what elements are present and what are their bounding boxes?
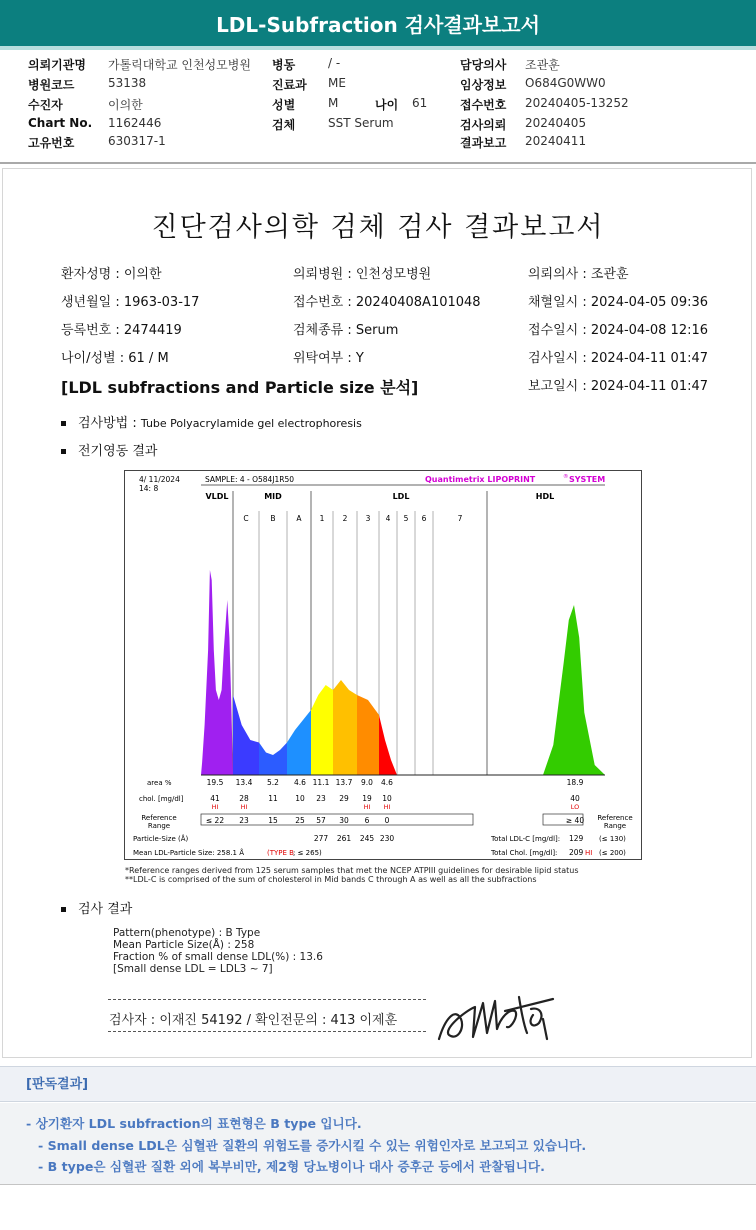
chol-value: 19 bbox=[362, 794, 372, 803]
band-label: 6 bbox=[421, 514, 427, 523]
result-heading bbox=[61, 898, 132, 917]
judgement-line: - B type은 심혈관 질환 외에 복부비만, 제2형 당뇨병이나 대사 증후군 등에서 관찰됩니다. bbox=[38, 1159, 545, 1174]
chol-value: 40 bbox=[570, 794, 580, 803]
chol-value: 10 bbox=[295, 794, 305, 803]
chol-flag: HI bbox=[240, 803, 248, 811]
report-time: 보고일시 : 2024-04-11 01:47 bbox=[528, 379, 709, 394]
band-area-hdl bbox=[543, 605, 605, 775]
size-value: 245 bbox=[359, 834, 375, 843]
header-label: 나이 bbox=[375, 98, 399, 112]
result-line: Fraction % of small dense LDL(%) : 13.6 bbox=[113, 951, 323, 963]
ref-value: 15 bbox=[268, 816, 278, 825]
chart-time: 14: 8 bbox=[139, 484, 159, 493]
ref-value: 25 bbox=[295, 816, 305, 825]
total-chol-label: Total Chol. [mg/dl]: bbox=[491, 849, 558, 857]
ref-value: ≥ 40 bbox=[565, 816, 585, 825]
method-value: Tube Polyacrylamide gel electrophoresis bbox=[140, 417, 362, 430]
header-value: 61 bbox=[412, 96, 428, 110]
header-value: 조관훈 bbox=[525, 58, 560, 72]
size-value: 261 bbox=[336, 834, 352, 843]
row-label-ref: Range bbox=[603, 822, 627, 830]
judgement-line: - Small dense LDL은 심혈관 질환의 위험도를 증가시킬 수 있는 위험인자로 보고되고 있습니다. bbox=[38, 1138, 587, 1153]
header-value: ME bbox=[328, 76, 346, 90]
footnotes bbox=[125, 866, 579, 884]
header-value: 20240405-13252 bbox=[525, 96, 629, 110]
band-label: 3 bbox=[365, 514, 371, 523]
area-value: 18.9 bbox=[566, 778, 584, 787]
group-label: MID bbox=[264, 492, 282, 501]
header-label: 병원코드 bbox=[28, 78, 75, 92]
lipoprint-chart-svg bbox=[125, 471, 643, 861]
size-value: 277 bbox=[313, 834, 329, 843]
total-chol-flag: HI bbox=[585, 849, 593, 857]
header-value: 20240405 bbox=[525, 116, 587, 130]
group-label: LDL bbox=[392, 492, 410, 501]
signer-line: 검사자 : 이재진 54192 / 확인전문의 : 413 이제훈 bbox=[109, 1013, 398, 1028]
report-title: LDL-Subfraction 검사결과보고서 bbox=[216, 13, 540, 37]
band-area-2 bbox=[333, 680, 357, 775]
header-label: 검사의뢰 bbox=[460, 118, 507, 132]
group-label: HDL bbox=[535, 492, 555, 501]
header-value: / - bbox=[328, 56, 341, 70]
row-label-size: Particle-Size (Å) bbox=[133, 835, 189, 843]
header-value: 가톨릭대학교 인천성모병원 bbox=[108, 58, 251, 72]
area-value: 13.4 bbox=[235, 778, 253, 787]
signature-rule bbox=[108, 999, 426, 1000]
referring-doctor: 의뢰의사 : 조관훈 bbox=[528, 267, 629, 282]
header-label: Chart No. bbox=[28, 116, 93, 130]
receipt-number: 접수번호 : 20240408A101048 bbox=[293, 295, 481, 310]
age-sex: 나이/성별 : 61 / M bbox=[61, 351, 169, 366]
header-label: 임상정보 bbox=[460, 78, 507, 92]
header-label: 고유번호 bbox=[28, 136, 75, 150]
bullet-icon bbox=[61, 421, 66, 426]
receipt-time: 접수일시 : 2024-04-08 12:16 bbox=[528, 323, 709, 338]
total-ldl-ref: (≤ 130) bbox=[599, 835, 626, 843]
result-line: Mean Particle Size(Å) : 258 bbox=[113, 939, 255, 951]
header-label: 성별 bbox=[272, 98, 296, 112]
header-label: 담당의사 bbox=[460, 58, 507, 72]
chol-flag: HI bbox=[383, 803, 391, 811]
area-value: 11.1 bbox=[312, 778, 330, 787]
row-label-area: area % bbox=[147, 779, 172, 787]
lipoprint-chart bbox=[124, 470, 642, 860]
band-label: A bbox=[296, 514, 302, 523]
chol-value: 41 bbox=[210, 794, 220, 803]
header-label: 의뢰기관명 bbox=[28, 58, 86, 72]
header-label: 진료과 bbox=[272, 78, 307, 92]
row-label-ref: Reference bbox=[597, 814, 633, 822]
row-label-ref: Reference bbox=[141, 814, 177, 822]
size-value: 230 bbox=[379, 834, 395, 843]
mean-size-ref: ; ≤ 265) bbox=[293, 849, 322, 857]
birth-date: 생년월일 : 1963-03-17 bbox=[61, 295, 200, 310]
header-divider bbox=[0, 162, 756, 164]
registered-icon: ® bbox=[563, 474, 569, 480]
ref-value: 57 bbox=[316, 816, 326, 825]
ref-value: 23 bbox=[239, 816, 249, 825]
chol-value: 28 bbox=[239, 794, 249, 803]
total-ldl-label: Total LDL-C [mg/dl]: bbox=[491, 835, 561, 843]
area-value: 4.6 bbox=[381, 778, 393, 787]
chart-sample: SAMPLE: 4 - O584J1R50 bbox=[205, 475, 295, 484]
footnote: *Reference ranges derived from 125 serum samples that met the NCEP ATPIII guidelines for desirable lipid status bbox=[125, 866, 579, 875]
chol-value: 10 bbox=[382, 794, 392, 803]
area-value: 4.6 bbox=[294, 778, 306, 787]
band-label: C bbox=[243, 514, 249, 523]
electrophoresis-label: 전기영동 결과 bbox=[78, 444, 158, 459]
group-label: VLDL bbox=[205, 492, 229, 501]
ref-value: 30 bbox=[339, 816, 349, 825]
chol-value: 23 bbox=[316, 794, 326, 803]
header-label: 병동 bbox=[272, 58, 296, 72]
header-value: 53138 bbox=[108, 76, 147, 90]
lab-report-document bbox=[2, 168, 752, 1058]
total-ldl-value: 129 bbox=[569, 834, 584, 843]
specimen-type: 검체종류 : Serum bbox=[293, 323, 399, 338]
referring-hospital: 의뢰병원 : 인천성모병원 bbox=[293, 267, 432, 282]
header-label: 결과보고 bbox=[460, 136, 507, 150]
header-label: 접수번호 bbox=[460, 98, 507, 112]
area-value: 5.2 bbox=[267, 778, 279, 787]
chart-date: 4/ 11/2024 bbox=[139, 475, 180, 484]
mean-size-type: (TYPE B bbox=[267, 849, 294, 857]
row-label-chol: chol. [mg/dl] bbox=[139, 795, 184, 803]
test-time: 검사일시 : 2024-04-11 01:47 bbox=[528, 351, 709, 366]
band-label: 1 bbox=[319, 514, 325, 523]
area-value: 9.0 bbox=[361, 778, 373, 787]
result-line: Pattern(phenotype) : B Type bbox=[113, 927, 261, 939]
patient-name: 환자성명 : 이의한 bbox=[61, 267, 162, 282]
band-area-c bbox=[233, 695, 259, 775]
handwritten-signature bbox=[435, 989, 565, 1049]
registration-number: 등록번호 : 2474419 bbox=[61, 323, 182, 338]
ref-value: ≤ 22 bbox=[205, 816, 225, 825]
bullet-icon bbox=[61, 449, 66, 454]
judgement-title: [판독결과] bbox=[0, 1066, 756, 1102]
total-chol-ref: (≤ 200) bbox=[599, 849, 626, 857]
chol-flag: HI bbox=[211, 803, 219, 811]
band-area-1 bbox=[311, 685, 333, 775]
footnote: **LDL-C is comprised of the sum of cholesterol in Mid bands C through A as well as all the subfractions bbox=[125, 875, 537, 884]
header-value: 1162446 bbox=[108, 116, 162, 130]
header-label: 수진자 bbox=[28, 98, 63, 112]
order-info-header bbox=[0, 54, 756, 154]
row-label-ref: Range bbox=[147, 822, 171, 830]
judgement-line: - 상기환자 LDL subfraction의 표현형은 B type 입니다. bbox=[26, 1116, 362, 1131]
chol-value: 11 bbox=[268, 794, 278, 803]
collection-time: 채혈일시 : 2024-04-05 09:36 bbox=[528, 295, 709, 310]
header-value: M bbox=[328, 96, 339, 110]
electrophoresis-heading bbox=[61, 440, 157, 459]
band-area-4 bbox=[379, 715, 397, 775]
result-label: 검사 결과 bbox=[78, 902, 133, 917]
chart-brand-suffix: SYSTEM bbox=[569, 475, 606, 484]
header-value: O684G0WW0 bbox=[525, 76, 606, 90]
report-heading: 진단검사의학 검체 검사 결과보고서 bbox=[151, 212, 605, 243]
band-area-a bbox=[287, 710, 311, 775]
total-chol-value: 209 bbox=[569, 848, 584, 857]
ref-value: 6 bbox=[364, 816, 370, 825]
chol-value: 29 bbox=[339, 794, 349, 803]
report-title-bar bbox=[0, 0, 756, 50]
judgement-body bbox=[0, 1103, 756, 1185]
ref-value: 0 bbox=[384, 816, 390, 825]
band-label: B bbox=[270, 514, 276, 523]
band-area-3 bbox=[357, 695, 379, 775]
band-label: 4 bbox=[385, 514, 391, 523]
header-value: 이의한 bbox=[108, 98, 143, 112]
result-line: [Small dense LDL = LDL3 ~ 7] bbox=[113, 963, 273, 975]
result-summary bbox=[113, 927, 323, 975]
band-label: 2 bbox=[342, 514, 348, 523]
analysis-subtitle: [LDL subfractions and Particle size 분석] bbox=[61, 378, 419, 397]
signature-rule bbox=[108, 1031, 426, 1032]
chol-flag: LO bbox=[570, 803, 580, 811]
header-value: 20240411 bbox=[525, 134, 587, 148]
band-label: 5 bbox=[403, 514, 409, 523]
band-label: 7 bbox=[457, 514, 463, 523]
bullet-icon bbox=[61, 907, 66, 912]
band-area-b bbox=[259, 743, 287, 776]
chart-brand: Quantimetrix LIPOPRINT bbox=[425, 475, 536, 484]
chol-flag: HI bbox=[363, 803, 371, 811]
header-value: SST Serum bbox=[328, 116, 394, 130]
band-area-vldl bbox=[201, 570, 233, 775]
mean-size-text: Mean LDL-Particle Size: 258.1 Å bbox=[133, 849, 244, 857]
header-label: 검체 bbox=[272, 118, 296, 132]
consignment: 위탁여부 : Y bbox=[293, 351, 364, 366]
area-value: 19.5 bbox=[206, 778, 224, 787]
method-line bbox=[61, 412, 362, 431]
header-value: 630317-1 bbox=[108, 134, 166, 148]
method-label: 검사방법 : bbox=[78, 416, 141, 431]
area-value: 13.7 bbox=[335, 778, 353, 787]
